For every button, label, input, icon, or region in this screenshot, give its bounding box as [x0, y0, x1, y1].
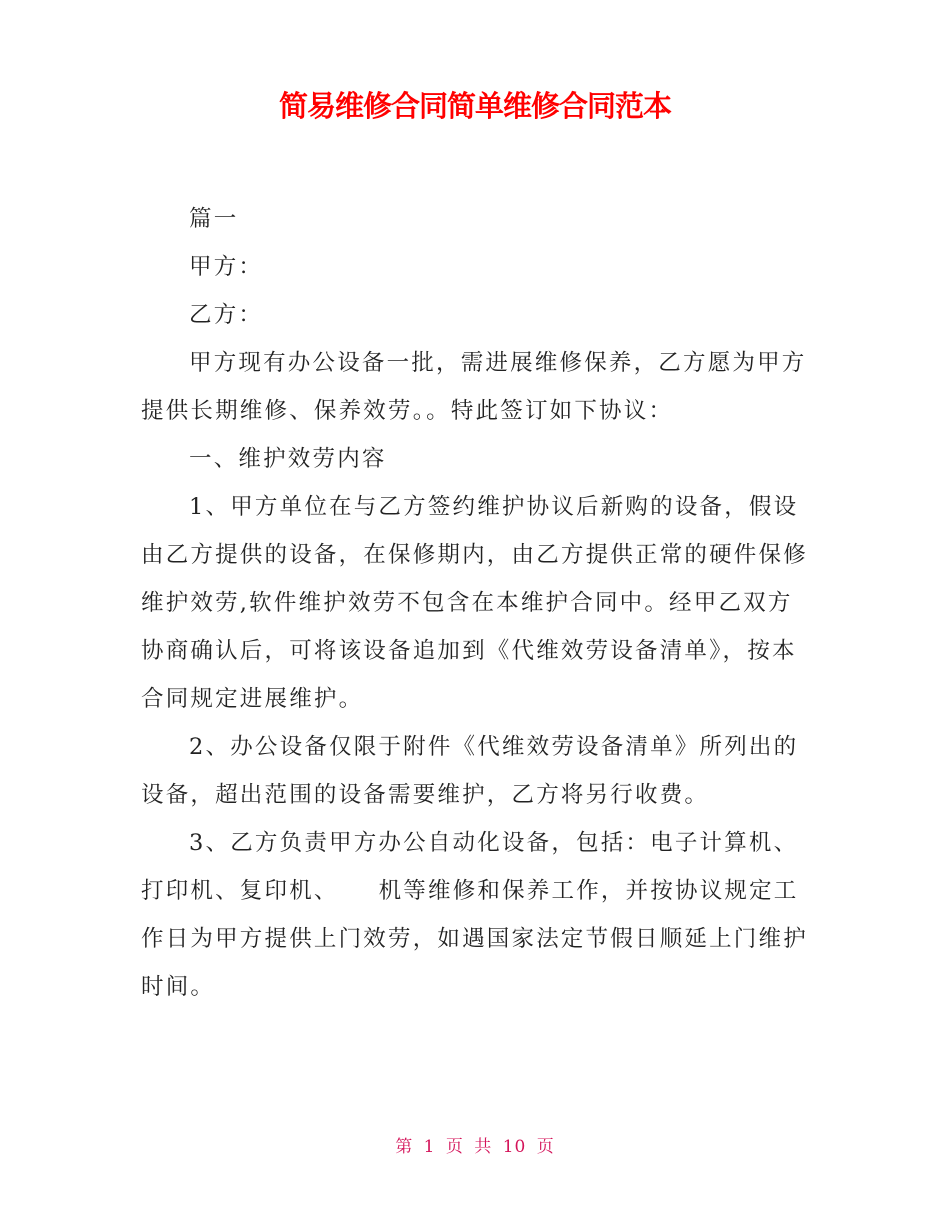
document-body	[141, 195, 809, 1011]
party-b-label: 乙方：	[189, 302, 264, 328]
clause-3-paragraph	[141, 819, 809, 1011]
intro-paragraph: 甲方现有办公设备一批，需进展维修保养，乙方愿为甲方提供长期维修、保养效劳。。特此签订如下协议：	[141, 350, 807, 424]
clause-3-part-b: 机等维修和保养工作，并按协议规定工作日为甲方提供上门效劳，如遇国家法定节假日顺延上门维护时间。	[141, 878, 808, 1000]
clause-2-paragraph: 2、办公设备仅限于附件《代维效劳设备清单》所列出的设备，超出范围的设备需要维护，乙方将另行收费。	[141, 734, 799, 808]
clause-heading: 一、维护效劳内容	[189, 446, 387, 472]
party-a-label: 甲方：	[189, 254, 264, 280]
clause-1-paragraph: 1、甲方单位在与乙方签约维护协议后新购的设备，假设由乙方提供的设备，在保修期内，由乙方提供正常的硬件保修维护效劳,软件维护效劳不包含在本维护合同中。经甲乙双方协商确认后，可将该设备追加到《代维效劳设备清单》，按本合同规定进展维护。	[141, 494, 808, 712]
clause-3-part-a: 3、乙方负责甲方办公自动化设备，包括：电子计算机、打印机、复印机、	[141, 830, 799, 904]
page-footer: 第 1 页 共 10 页	[395, 1137, 555, 1157]
document-title: 简易维修合同简单维修合同范本	[278, 89, 671, 123]
section-heading: 篇一	[189, 206, 239, 232]
